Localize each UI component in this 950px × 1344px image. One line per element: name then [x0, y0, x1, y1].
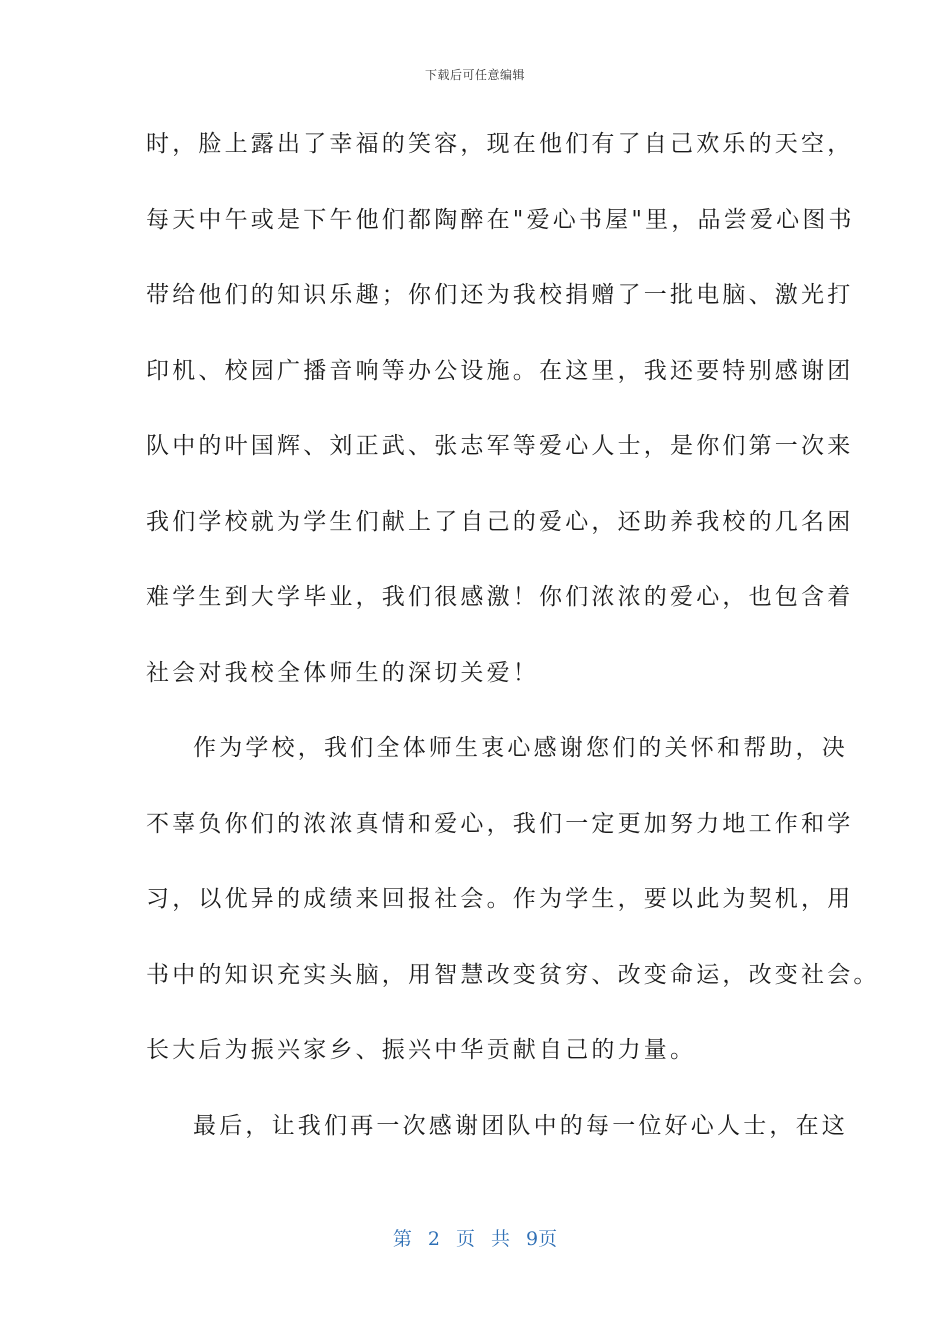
paragraph-first-line: 最后，让我们再一次感谢团队中的每一位好心人士，在这 — [193, 1112, 848, 1139]
text-line: 书中的知识充实头脑，用智慧改变贫穷、改变命运，改变社会。 — [146, 961, 880, 988]
document-body — [146, 118, 880, 1175]
text-line: 时，脸上露出了幸福的笑容，现在他们有了自己欢乐的天空， — [146, 131, 854, 157]
footer-label-di: 第 — [392, 1228, 412, 1250]
header-note: 下载后可任意编辑 — [424, 68, 525, 82]
text-line: 队中的叶国辉、刘正武、张志军等爱心人士，是你们第一次来 — [146, 433, 854, 459]
text-line: 我们学校就为学生们献上了自己的爱心，还助养我校的几名困 — [146, 508, 854, 535]
footer-label-ye: 页 — [455, 1228, 475, 1250]
text-line: 长大后为振兴家乡、振兴中华贡献自己的力量。 — [146, 1037, 697, 1063]
text-line: 每天中午或是下午他们都陶醉在"爱心书屋"里，品尝爱心图书 — [146, 206, 855, 233]
page-footer — [0, 1224, 950, 1251]
footer-page-total: 9页 — [526, 1228, 558, 1250]
text-line: 带给他们的知识乐趣；你们还为我校捐赠了一批电脑、激光打 — [146, 282, 854, 308]
footer-label-gong: 共 — [491, 1228, 511, 1250]
paragraph-first-line: 作为学校，我们全体师生衷心感谢您们的关怀和帮助，决 — [193, 735, 848, 761]
text-line: 习，以优异的成绩来回报社会。作为学生，要以此为契机，用 — [146, 886, 854, 912]
text-line: 印机、校园广播音响等办公设施。在这里，我还要特别感谢团 — [146, 357, 854, 384]
text-line: 不辜负你们的浓浓真情和爱心，我们一定更加努力地工作和学 — [146, 810, 854, 837]
text-line: 社会对我校全体师生的深切关爱！ — [146, 659, 539, 686]
text-line: 难学生到大学毕业，我们很感激！你们浓浓的爱心，也包含着 — [146, 584, 854, 610]
footer-page-current: 2 — [427, 1228, 440, 1250]
